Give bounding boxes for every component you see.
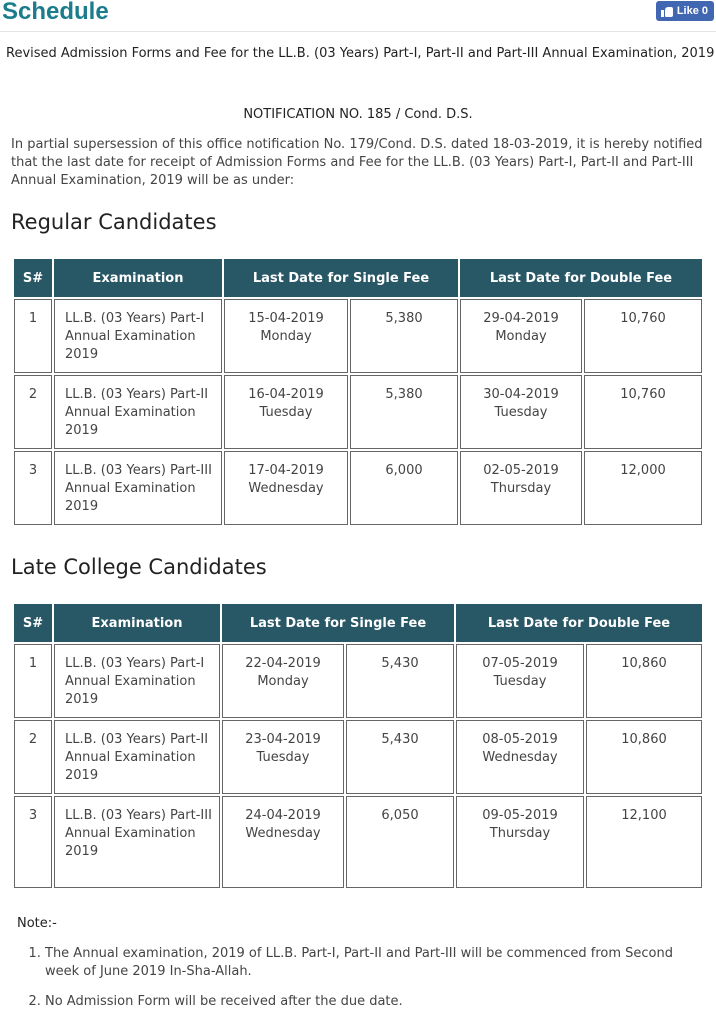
- cell-single-date: [222, 644, 344, 718]
- cell-double-fee: 10,860: [586, 720, 702, 794]
- cell-double-date: [460, 451, 582, 525]
- table-row: [14, 644, 702, 718]
- single-day: Monday: [260, 329, 312, 344]
- col-header-single-fee: Last Date for Single Fee: [222, 604, 454, 642]
- table-row: [14, 451, 702, 525]
- table-row: [14, 796, 702, 888]
- note-label: Note:-: [17, 916, 57, 931]
- single-date: 15-04-2019: [248, 311, 324, 326]
- single-day: Tuesday: [259, 405, 313, 420]
- cell-single-fee: 6,050: [346, 796, 454, 888]
- cell-sno: 3: [14, 451, 52, 525]
- cell-single-fee: 5,430: [346, 720, 454, 794]
- col-header-double-fee: Last Date for Double Fee: [460, 259, 702, 297]
- table-row: [14, 299, 702, 373]
- intro-paragraph: In partial supersession of this office notification No. 179/Cond. D.S. dated 18-03-2019, it is hereby notified that the last date for receipt of Admission Forms and Fee for the LL.B. (03 Years) Part-I, Part-II and Part-III Annual Examination, 2019 will be as under:: [11, 137, 703, 188]
- double-day: Thursday: [490, 481, 552, 496]
- table-header-row: [14, 604, 702, 642]
- col-header-exam: Examination: [54, 604, 220, 642]
- cell-double-date: [460, 375, 582, 449]
- cell-double-fee: 12,100: [586, 796, 702, 888]
- col-header-double-fee: Last Date for Double Fee: [456, 604, 702, 642]
- cell-sno: 2: [14, 720, 52, 794]
- notification-number: NOTIFICATION NO. 185 / Cond. D.S.: [243, 107, 473, 122]
- double-date: 09-05-2019: [482, 808, 558, 823]
- cell-single-fee: 6,000: [350, 451, 458, 525]
- cell-exam: LL.B. (03 Years) Part-I Annual Examination 2019: [54, 299, 222, 373]
- cell-single-date: [222, 796, 344, 888]
- cell-exam: LL.B. (03 Years) Part-I Annual Examination 2019: [54, 644, 220, 718]
- cell-sno: 3: [14, 796, 52, 888]
- cell-exam: LL.B. (03 Years) Part-III Annual Examination 2019: [54, 796, 220, 888]
- note-item: 1. The Annual examination, 2019 of LL.B. Part-I, Part-II and Part-III will be commenced from Second week of June 2019 In-Sha-Allah.: [45, 945, 685, 981]
- cell-double-fee: 10,860: [586, 644, 702, 718]
- col-header-sno: S#: [14, 604, 52, 642]
- note-list: [0, 945, 685, 1023]
- table-row: [14, 720, 702, 794]
- double-date: 29-04-2019: [483, 311, 559, 326]
- cell-sno: 1: [14, 299, 52, 373]
- cell-single-date: [224, 299, 348, 373]
- cell-single-date: [222, 720, 344, 794]
- page-header: [0, 0, 716, 32]
- cell-double-fee: 12,000: [584, 451, 702, 525]
- single-day: Wednesday: [248, 481, 324, 496]
- cell-double-date: [460, 299, 582, 373]
- double-date: 02-05-2019: [483, 463, 559, 478]
- cell-double-date: [456, 644, 584, 718]
- cell-double-date: [456, 796, 584, 888]
- thumbs-up-icon: [661, 6, 673, 17]
- double-date: 08-05-2019: [482, 732, 558, 747]
- table-header-row: [14, 259, 702, 297]
- regular-candidates-heading: Regular Candidates: [11, 210, 217, 234]
- single-day: Monday: [257, 674, 309, 689]
- cell-exam: LL.B. (03 Years) Part-II Annual Examination 2019: [54, 720, 220, 794]
- late-candidates-table: [12, 602, 704, 890]
- note-item: 2. No Admission Form will be received after the due date.: [45, 993, 685, 1011]
- table-row: [14, 375, 702, 449]
- col-header-sno: S#: [14, 259, 52, 297]
- cell-double-date: [456, 720, 584, 794]
- double-date: 07-05-2019: [482, 656, 558, 671]
- single-date: 16-04-2019: [248, 387, 324, 402]
- cell-single-date: [224, 451, 348, 525]
- double-day: Wednesday: [482, 750, 558, 765]
- cell-double-fee: 10,760: [584, 299, 702, 373]
- double-day: Monday: [495, 329, 547, 344]
- single-date: 22-04-2019: [245, 656, 321, 671]
- single-day: Tuesday: [256, 750, 310, 765]
- single-date: 17-04-2019: [248, 463, 324, 478]
- cell-single-fee: 5,380: [350, 299, 458, 373]
- cell-sno: 2: [14, 375, 52, 449]
- like-label: Like 0: [676, 5, 708, 17]
- cell-single-fee: 5,380: [350, 375, 458, 449]
- cell-exam: LL.B. (03 Years) Part-II Annual Examination 2019: [54, 375, 222, 449]
- double-day: Thursday: [489, 826, 551, 841]
- cell-sno: 1: [14, 644, 52, 718]
- double-day: Tuesday: [493, 674, 547, 689]
- page-title: Schedule: [2, 0, 109, 25]
- late-candidates-heading: Late College Candidates: [11, 555, 267, 579]
- col-header-exam: Examination: [54, 259, 222, 297]
- regular-candidates-table: [12, 257, 704, 527]
- cell-exam: LL.B. (03 Years) Part-III Annual Examination 2019: [54, 451, 222, 525]
- cell-single-fee: 5,430: [346, 644, 454, 718]
- cell-single-date: [224, 375, 348, 449]
- single-day: Wednesday: [245, 826, 321, 841]
- col-header-single-fee: Last Date for Single Fee: [224, 259, 458, 297]
- single-date: 24-04-2019: [245, 808, 321, 823]
- facebook-like-button[interactable]: [656, 1, 714, 21]
- double-date: 30-04-2019: [483, 387, 559, 402]
- cell-double-fee: 10,760: [584, 375, 702, 449]
- double-day: Tuesday: [494, 405, 548, 420]
- single-date: 23-04-2019: [245, 732, 321, 747]
- article-subtitle: Revised Admission Forms and Fee for the LL.B. (03 Years) Part-I, Part-II and Part-III Annual Examination, 2019: [6, 46, 715, 61]
